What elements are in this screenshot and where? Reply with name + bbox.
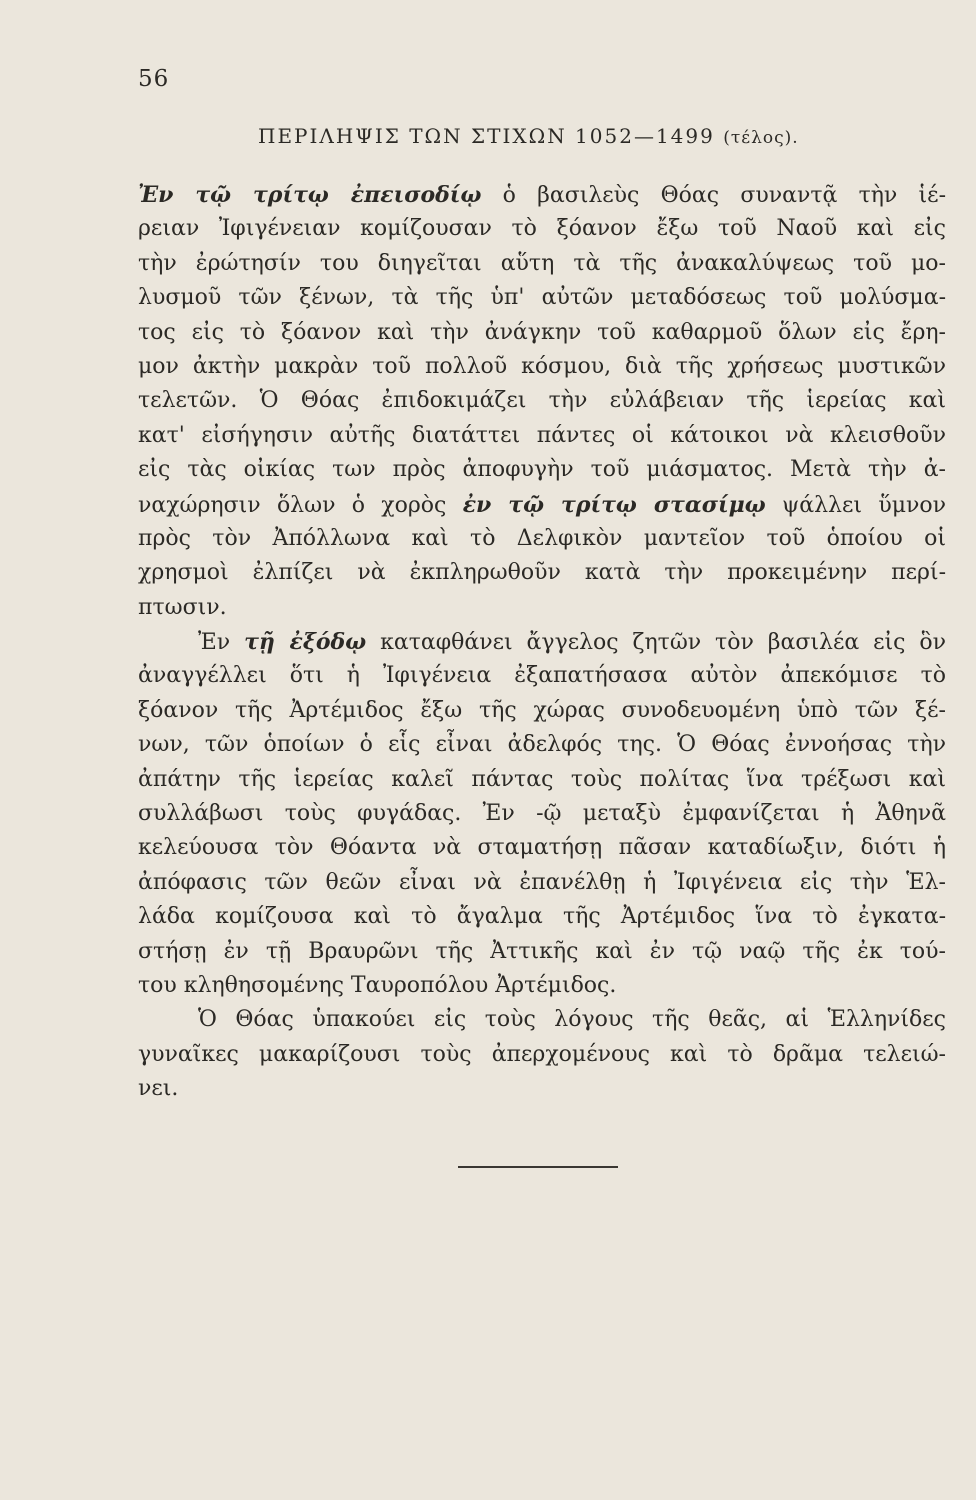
text-line — [138, 350, 946, 384]
text-run: κελεύουσα τὸν Θόαντα νὰ σταματήσῃ πᾶσαν καταδίωξιν, διότι ἡ — [138, 835, 946, 861]
text-run: συλλάβωσι τοὺς φυγάδας. Ἐν -ῷ μεταξὺ ἐμφανίζεται ἡ Ἀθηνᾶ — [138, 801, 946, 827]
text-run: νει. — [138, 1076, 179, 1102]
text-run: λάδα κομίζουσα καὶ τὸ ἄγαλμα τῆς Ἀρτέμιδος ἵνα τὸ ἐγκατα- — [138, 904, 946, 930]
text-run: στήσῃ ἐν τῇ Βραυρῶνι τῆς Ἀττικῆς καὶ ἐν τῷ ναῷ τῆς ἐκ τού- — [138, 938, 946, 964]
text-line — [138, 1038, 946, 1072]
text-line — [138, 453, 946, 487]
text-run: γυναῖκες μακαρίζουσι τοὺς ἀπερχομένους καὶ τὸ δρᾶμα τελειώ- — [138, 1041, 946, 1067]
text-run: εἰς τὰς οἰκίας των πρὸς ἀποφυγὴν τοῦ μιάσματος. Μετὰ τὴν ἀ- — [138, 457, 946, 483]
emphasis-text: τῇ ἐξόδῳ — [244, 629, 367, 656]
text-line — [138, 556, 946, 590]
text-run: Ἐν — [198, 630, 245, 656]
text-line — [138, 212, 946, 246]
paragraph — [138, 1003, 946, 1106]
text-line — [138, 831, 946, 865]
text-run: ξόανον τῆς Ἀρτέμιδος ἔξω τῆς χώρας συνοδευομένη ὑπὸ τῶν ξέ- — [138, 697, 946, 723]
text-run: τος εἰς τὸ ξόανον καὶ τὴν ἀνάγκην τοῦ καθαρμοῦ ὅλων εἰς ἔρη- — [138, 319, 946, 345]
text-line — [138, 797, 946, 831]
text-line — [138, 247, 946, 281]
text-line — [138, 591, 946, 625]
text-line — [138, 763, 946, 797]
text-run: ἀναγγέλλει ὅτι ἡ Ἰφιγένεια ἐξαπατήσασα αὐτὸν ἀπεκόμισε τὸ — [138, 663, 946, 689]
text-line — [138, 969, 946, 1003]
text-line — [138, 384, 946, 418]
text-run: του κληθησομένης Ταυροπόλου Ἀρτέμιδος. — [138, 972, 617, 998]
paragraph — [138, 625, 946, 1003]
text-line — [138, 281, 946, 315]
running-head-title: ΠΕΡΙΛΗΨΙΣ ΤΩΝ ΣΤΙΧΩΝ 1052—1499 — [258, 124, 715, 148]
text-line — [138, 488, 946, 522]
text-line — [138, 728, 946, 762]
text-run: καταφθάνει ἄγγελος ζητῶν τὸν βασιλέα εἰς ὃν — [366, 630, 947, 656]
text-run: ἀπάτην τῆς ἱερείας καλεῖ πάντας τοὺς πολίτας ἵνα τρέξωσι καὶ — [138, 766, 946, 792]
text-line — [138, 419, 946, 453]
paragraph — [138, 178, 946, 625]
closing-rule — [458, 1166, 618, 1168]
text-run: χρησμοὶ ἐλπίζει νὰ ἐκπληρωθοῦν κατὰ τὴν προκειμένην περί- — [138, 560, 946, 586]
text-run: τὴν ἐρώτησίν του διηγεῖται αὕτη τὰ τῆς ἀνακαλύψεως τοῦ μο- — [138, 250, 946, 276]
text-line — [138, 316, 946, 350]
text-run: λυσμοῦ τῶν ξένων, τὰ τῆς ὑπ' αὐτῶν μεταδόσεως τοῦ μολύσμα- — [138, 285, 946, 311]
text-run: Ὁ Θόας ὑπακούει εἰς τοὺς λόγους τῆς θεᾶς, αἱ Ἑλληνίδες — [198, 1007, 946, 1033]
text-run: ναχώρησιν ὅλων ὁ χορὸς — [138, 492, 463, 518]
text-run: πτωσιν. — [138, 594, 227, 620]
text-run: ψάλλει ὕμνον — [765, 492, 946, 518]
body-text — [138, 178, 946, 1107]
text-run: πρὸς τὸν Ἀπόλλωνα καὶ τὸ Δελφικὸν μαντεῖον τοῦ ὁποίου οἱ — [138, 525, 946, 551]
text-run: μον ἀκτὴν μακρὰν τοῦ πολλοῦ κόσμου, διὰ τῆς χρήσεως μυστικῶν — [138, 353, 946, 379]
running-head — [258, 124, 799, 148]
text-run: ρειαν Ἰφιγένειαν κομίζουσαν τὸ ξόανον ἔξω τοῦ Ναοῦ καὶ εἰς — [138, 216, 946, 242]
text-line — [138, 625, 946, 659]
text-line — [138, 659, 946, 693]
text-line — [138, 178, 946, 212]
text-run: ὁ βασιλεὺς Θόας συναντᾷ τὴν ἱέ- — [481, 183, 946, 208]
page-number: 56 — [138, 66, 170, 92]
text-run: τελετῶν. Ὁ Θόας ἐπιδοκιμάζει τὴν εὐλάβειαν τῆς ἱερείας καὶ — [138, 388, 946, 414]
emphasis-text: ἐν τῷ τρίτῳ στασίμῳ — [462, 491, 766, 518]
text-line — [138, 1003, 946, 1037]
text-line — [138, 935, 946, 969]
text-line — [138, 694, 946, 728]
text-line — [138, 522, 946, 556]
text-line — [138, 900, 946, 934]
text-run: νων, τῶν ὁποίων ὁ εἷς εἶναι ἀδελφός της. Ὁ Θόας ἐννοήσας τὴν — [138, 732, 946, 758]
text-line — [138, 1072, 946, 1106]
text-run: κατ' εἰσήγησιν αὐτῆς διατάττει πάντες οἱ κάτοικοι νὰ κλεισθοῦν — [138, 422, 946, 448]
text-run: ἀπόφασις τῶν θεῶν εἶναι νὰ ἐπανέλθῃ ἡ Ἰφιγένεια εἰς τὴν Ἑλ- — [138, 869, 946, 895]
text-line — [138, 866, 946, 900]
running-head-paren: (τέλος). — [723, 128, 799, 148]
emphasis-text: Ἐν τῷ τρίτῳ ἐπεισοδίῳ — [138, 182, 482, 208]
